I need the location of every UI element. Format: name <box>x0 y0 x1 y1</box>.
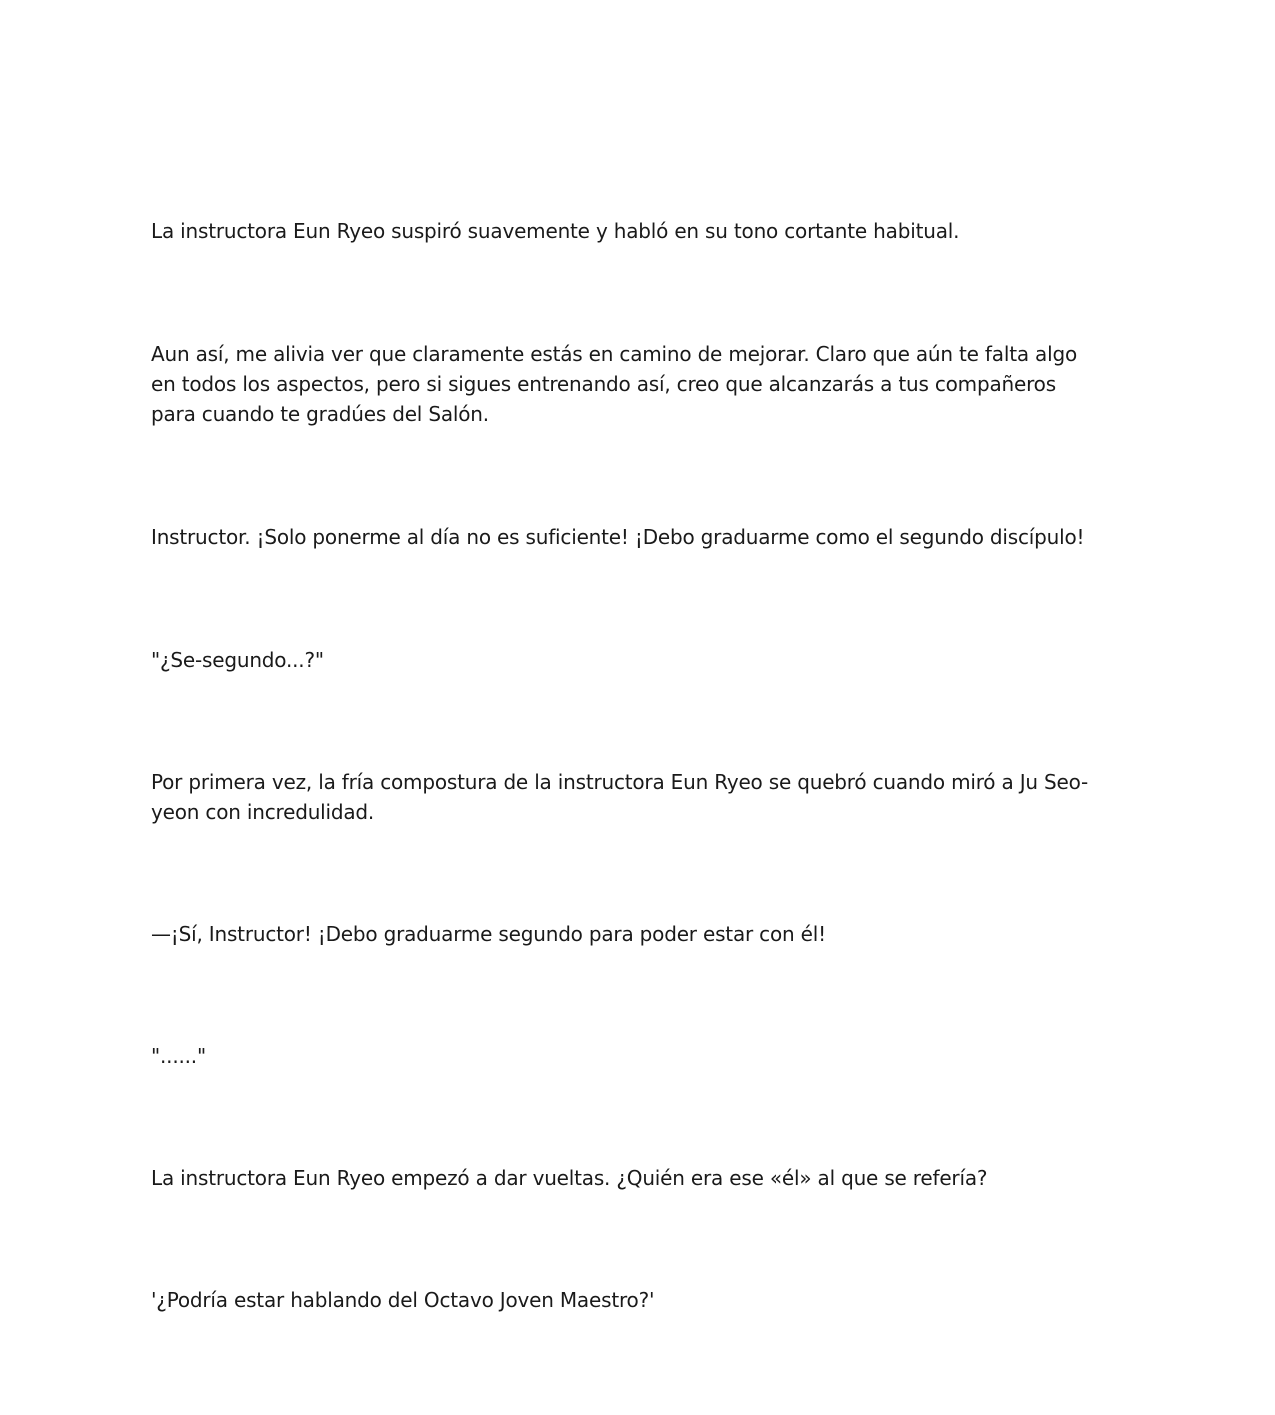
paragraph-5: Por primera vez, la fría compostura de la instructora Eun Ryeo se quebró cuando miró a Ju Seo- yeon con incredulidad. <box>151 770 1089 824</box>
paragraph-1: La instructora Eun Ryeo suspiró suavemente y habló en su tono cortante habitual. <box>151 219 960 243</box>
paragraph-9: '¿Podría estar hablando del Octavo Joven Maestro?' <box>151 1288 655 1312</box>
paragraph-2: Aun así, me alivia ver que claramente estás en camino de mejorar. Claro que aún te falta algo en todos los aspectos, pero si sigues entrenando así, creo que alcanzarás a tus compañeros para cuando te gradúes del Salón. <box>151 342 1077 426</box>
paragraph-7: "......" <box>151 1044 206 1068</box>
paragraph-6: —¡Sí, Instructor! ¡Debo graduarme segundo para poder estar con él! <box>151 922 826 946</box>
paragraph-4: "¿Se-segundo...?" <box>151 648 324 672</box>
paragraph-8: La instructora Eun Ryeo empezó a dar vueltas. ¿Quién era ese «él» al que se refería? <box>151 1166 988 1190</box>
paragraph-3: Instructor. ¡Solo ponerme al día no es suficiente! ¡Debo graduarme como el segundo discípulo! <box>151 525 1085 549</box>
